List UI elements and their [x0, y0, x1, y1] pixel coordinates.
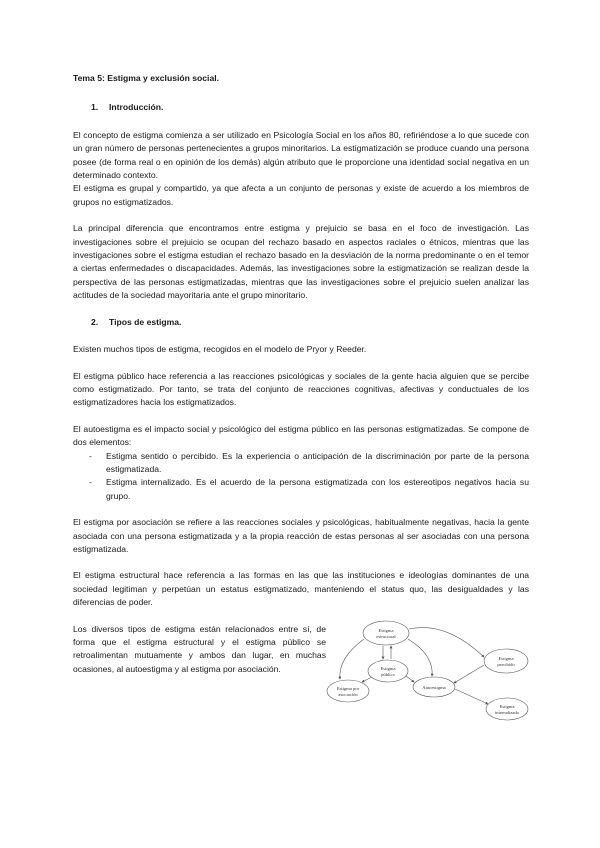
- connector-public-self: [406, 676, 414, 682]
- perceived-stigma-node: [484, 649, 528, 673]
- list-item-text: Estigma internalizado. Es el acuerdo de la persona estigmatizada con los estereotipos negativos hacia su grupo.: [106, 477, 529, 501]
- public-label-line1: Estigma: [380, 665, 396, 671]
- connector-structural-association: [340, 639, 364, 679]
- public-label-line2: público: [381, 671, 395, 677]
- internalized-label-line1: Estigma: [499, 703, 515, 709]
- self-stigma-list: [73, 450, 529, 504]
- public-stigma-node: [368, 660, 408, 682]
- section-number: 1.: [91, 102, 99, 113]
- document-title: Tema 5: Estigma y exclusión social.: [73, 73, 219, 83]
- intro-paragraph-1: El concepto de estigma comienza a ser utilizado en Psicología Social en los años 80, refiriéndose a lo que sucede con un gran número de personas pertenecientes a grupos minoritarios. La estigmatización se produce cuando una persona posee (de forma real o en opinión de los demás) algún atributo que le proporcione una identidad social negativa en un determinado contexto.: [73, 129, 529, 181]
- intro-paragraph-2: El estigma es grupal y compartido, ya que afecta a un conjunto de personas y existe de acuerdo a los miembros de grupos no estigmatizados.: [73, 183, 529, 207]
- types-paragraph-4: El estigma por asociación se refiere a las reacciones sociales y psicológicas, habitualmente negativas, hacia la gente asociada con una persona estigmatizada y a la propia reacción de estas personas al ser asociadas con una persona estigmatizada.: [73, 517, 529, 554]
- association-stigma-node: [327, 680, 369, 702]
- self-label: Autoestigma: [422, 684, 446, 690]
- types-paragraph-6: Los diversos tipos de estigma están relacionados entre sí, de forma que el estigma estructural y el estigma público se retroalimentan mutuamente y ambos dan lugar, en muchas ocasiones, al autoestigma y al estigma por asociación.: [73, 623, 326, 674]
- section-heading-introduction: [73, 101, 529, 114]
- types-paragraph-3: El autoestigma es el impacto social y psicológico del estigma público en las personas estigmatizadas. Se compone de dos elementos:: [73, 423, 529, 448]
- list-item: [73, 476, 529, 503]
- types-paragraph-2: El estigma público hace referencia a las reacciones psicológicas y sociales de la gente hacia alguien que se percibe como estigmatizado. Por tanto, se trata del conjunto de reacciones cognitivas, afectivas y conductuales de los estigmatizadores hacia los estigmatizados.: [73, 370, 529, 408]
- bullet-dash: -: [89, 450, 92, 461]
- document-page: [73, 72, 529, 733]
- list-item: [73, 450, 529, 477]
- internalized-label-line2: internalizado: [495, 709, 519, 715]
- types-paragraph-1: Existen muchos tipos de estigma, recogidos en el modelo de Pryor y Reeder.: [73, 344, 367, 355]
- internalized-stigma-node: [486, 698, 528, 720]
- connector-perceived-self: [454, 665, 484, 683]
- relation-section: [73, 623, 529, 733]
- connector-self-internalized: [455, 689, 488, 704]
- structural-stigma-node: [363, 621, 409, 645]
- connector-public-association: [362, 677, 372, 682]
- structural-label-line1: Estigma: [378, 627, 394, 633]
- section-heading-types: [73, 316, 529, 329]
- section-title: Introducción.: [109, 102, 164, 113]
- section-number: 2.: [91, 316, 99, 327]
- stigma-relations-diagram: [326, 613, 533, 723]
- perceived-label-line1: Estigma: [498, 655, 514, 661]
- intro-paragraph-3: La principal diferencia que encontramos entre estigma y prejuicio se basa en el foco de investigación. Las investigaciones sobre el prejuicio se ocupan del rechazo basado en aspectos raciales o étnicos, mientras que las investigaciones sobre el estigma estudian el rechazo basado en la desviación de la norma predominante o en el temor a ciertas enfermedades o discapacidades. Además, las investigaciones sobre la estigmatización se realizan desde la perspectiva de las personas estigmatizadas, mientras que las investigaciones sobre el prejuicio suelen analizar las actitudes de la sociedad mayoritaria ante el grupo minoritario.: [73, 223, 529, 301]
- bullet-dash: -: [89, 477, 92, 488]
- structural-label-line2: estructural: [376, 633, 396, 639]
- connector-structural-self: [408, 639, 432, 676]
- association-label-line2: asociación: [338, 691, 358, 697]
- types-paragraph-5: El estigma estructural hace referencia a las formas en las que las instituciones e ideologías dominantes de una sociedad legitiman y perpetúan un estatus estigmatizado, manteniendo el status quo, las desigualdades y las diferencias de poder.: [73, 570, 529, 608]
- section-title: Tipos de estigma.: [109, 316, 182, 327]
- list-item-text: Estigma sentido o percibido. Es la experiencia o anticipación de la discriminación por parte de la persona estigmatizada.: [106, 450, 529, 474]
- perceived-label-line2: percibido: [497, 661, 515, 667]
- connector-structural-perceived: [409, 627, 484, 656]
- association-label-line1: Estigma por: [336, 685, 360, 691]
